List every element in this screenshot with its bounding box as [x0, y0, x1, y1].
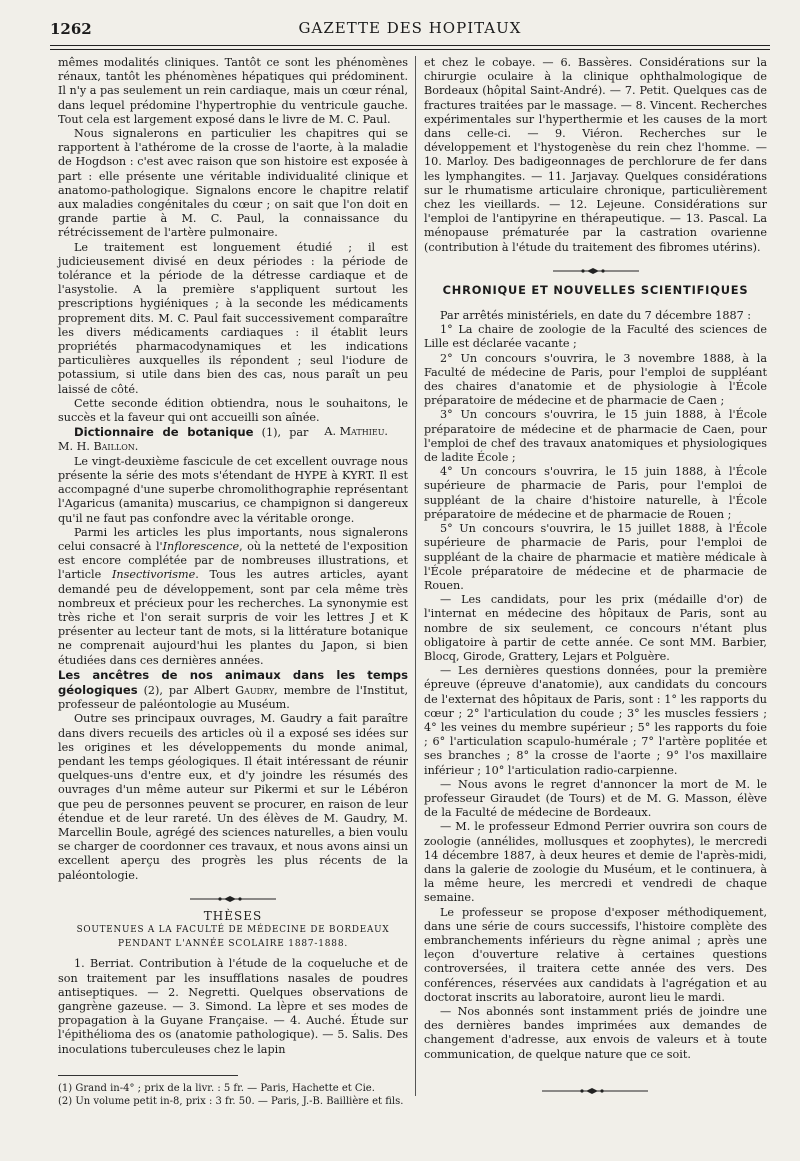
paragraph: — Nos abonnés sont instamment priés de joindre une des dernières bandes imprimées aux demandes de changement d'adresse, aux envois de valeurs et à toute communication, de quelque nature que ce soit. [424, 1005, 767, 1061]
paragraph: 1° La chaire de zoologie de la Faculté des sciences de Lille est déclarée vacante ; [424, 323, 767, 351]
signature: A. Mathieu. [324, 425, 388, 439]
paragraph: 5° Un concours s'ouvrira, le 15 juillet 1888, à l'École supérieure de pharmacie de Paris, pour l'emploi de suppléant de la chaire de pharmacie et matière médicale à l'École préparatoire de médecine et de pharmacie de Rouen. [424, 522, 767, 592]
theses-subtitle: SOUTENUES A LA FACULTÉ DE MÉDECINE DE BORDEAUX [76, 924, 390, 935]
footnote: (2) Un volume petit in-8, prix : 3 fr. 50. — Paris, J.-B. Baillière et fils. [58, 1096, 404, 1107]
paragraph: — Les dernières questions données, pour la première épreuve (épreuve d'anatomie), aux candidats du concours de l'externat des hôpitaux de Paris, sont : 1° les rapports du cœur ; 2° l'articulation du coude ; 3° les muscles fessiers ; 4° les veines du membre supérieur ; 5° les rapports du foie ; 6° l'articulation scapulo-humérale ; 7° l'artère poplitée et ses branches ; 8° la crosse de l'aorte ; 9° l'os maxillaire inférieur ; 10° l'articulation radio-carpienne. [424, 664, 767, 777]
paragraph: 3° Un concours s'ouvrira, le 15 juin 1888, à l'École préparatoire de médecine et de pharmacie de Caen, pour l'emploi de chef des travaux anatomiques et physiologiques de ladite École ; [424, 408, 767, 465]
left-column [58, 56, 408, 1057]
ornament-icon [188, 895, 278, 903]
ornament-divider [58, 893, 408, 901]
footnote-rule [58, 1075, 238, 1076]
paragraph: Le vingt-deuxième fascicule de cet excellent ouvrage nous présente la série des mots s'étendant de HYPE à KYRT. Il est accompagné d'une superbe chromolithographie représentant l'Agaricus (amanita) muscarius, ce champignon si dangereux qu'il ne faut pas confondre avec la véritable oronge. [58, 454, 408, 525]
review-heading [58, 668, 408, 713]
paragraph: — Nous avons le regret d'annoncer la mort de M. le professeur Giraudet (de Tours) et de M. G. Masson, élève de la Faculté de médecine de Bordeaux. [424, 777, 767, 820]
text: Parmi les articles les plus importants, nous signalerons celui consacré à l' [58, 525, 408, 553]
paragraph-text: Cette seconde édition obtiendra, nous le souhaitons, le succès et la faveur qui ont accueilli son aînée. [58, 396, 408, 425]
header-rule [50, 45, 770, 46]
page-number: 1262 [50, 20, 92, 38]
italic-term: Insectivorisme [111, 568, 196, 582]
footnote: (1) Grand in-4° ; prix de la livr. : 5 fr. — Paris, Hachette et Cie. [58, 1083, 375, 1094]
paragraph: Le professeur se propose d'exposer méthodiquement, dans une série de cours successifs, l'histoire complète des embranchements inférieurs du règne animal ; après une leçon d'ouverture relative à certaines questions controversées, il traitera cette année des vers. Des conférences, réservées aux candidats à l'agrégation et au doctorat inscrits au laboratoire, auront lieu le mardi. [424, 905, 767, 1004]
theses-list-continued: et chez le cobaye. — 6. Bassères. Considérations sur la chirurgie oculaire à la clinique ophthalmologique de Bordeaux (hôpital Saint-André). — 7. Petit. Quelques cas de fractures traitées par le massage. — 8. Vincent. Recherches expérimentales sur l'hyperthermie et les causes de la mort dans celle-ci. — 9. Viéron. Recherches sur le développement et l'hystogenèse du rein chez l'homme. — 10. Marloy. Des badigeonnages de perchlorure de fer dans les lymphangites. — 11. Jarjavay. Quelques considérations sur le rhumatisme articulaire chronique, particulièrement chez les vieillards. — 12. Lejeune. Considérations sur l'emploi de l'antipyrine en thérapeutique. — 13. Pascal. La ménopause prématurée par la castration ovarienne (contribution à l'étude du traitement des fibromes utérins). [424, 56, 767, 254]
section-title: Les ancêtres de nos animaux dans les temps géologiques [58, 667, 408, 697]
footnotes [58, 1082, 408, 1108]
paragraph: Par arrêtés ministériels, en date du 7 décembre 1887 : [440, 309, 752, 323]
paragraph: — M. le professeur Edmond Perrier ouvrira son cours de zoologie (annélides, mollusques et zoophytes), le mercredi 14 décembre 1887, à deux heures et demie de l'après-midi, dans la galerie de zoologie du Muséum, et le continuera, à la même heure, les mercredi et vendredi de chaque semaine. [424, 820, 767, 905]
page-header [50, 16, 770, 40]
column-divider [415, 56, 416, 1096]
paragraph: Nous signalerons en particulier les chapitres qui se rapportent à l'athérome de la crosse de l'aorte, à la maladie de Hogdson : c'est avec raison que son histoire est exposée à part : elle présente une véritable individualité clinique et anatomo-pathologique. Signalons encore le chapitre relatif aux maladies congénitales du cœur ; on sait que l'on doit en grande partie à M. C. Paul, la connaissance du rétrécissement de l'artère pulmonaire. [58, 127, 408, 240]
paragraph: 4° Un concours s'ouvrira, le 15 juin 1888, à l'École supérieure de pharmacie de Paris, pour l'emploi de suppléant de la chaire d'histoire naturelle, à l'École préparatoire de médecine et de pharmacie de Rouen ; [424, 465, 767, 521]
reference: (1), par M. H. [58, 426, 309, 454]
review-heading: Dictionnaire de botanique (1), par M. H. Baillon. [58, 425, 309, 454]
reference: (2), par Albert [137, 683, 236, 697]
section-title: Dictionnaire de botanique [74, 425, 254, 440]
theses-list: 1. Berriat. Contribution à l'étude de la coqueluche et de son traitement par les insufflations nasales de poudres antiseptiques. — 2. Negretti. Quelques observations de gangrène gazeuse. — 3. Simond. La lèpre et ses modes de propagation à la Guyane Française. — 4. Auché. Étude sur l'épithélioma des os (anatomie pathologique). — 5. Salis. Des inoculations tuberculeuses chez le lapin [58, 957, 408, 1056]
ornament-divider [424, 265, 767, 273]
italic-term: Inflorescence [162, 539, 240, 553]
paragraph: mêmes modalités cliniques. Tantôt ce sont les phénomènes rénaux, tantôt les phénomènes hépatiques qui prédominent. Il n'y a pas seulement un rein cardiaque, mais un cœur rénal, dans lequel prédomine l'hypertrophie du ventricule gauche. Tout cela est largement exposé dans le livre de M. C. Paul. [58, 56, 408, 126]
author: Baillon [93, 440, 135, 454]
paragraph: Le traitement est longuement étudié ; il est judicieusement divisé en deux périodes : la période de tolérance et la période de la détresse cardiaque et de l'asystolie. A la première s'appliquent surtout les prescriptions hygiéniques ; à la seconde les médicaments proprement dits. M. C. Paul fait successivement comparaître les divers médicaments cardiaques : il établit leurs propriétés pharmacodynamiques et les indications particulières auxquelles ils répondent ; seul l'iodure de potassium, si utile dans bien des cas, nous paraît un peu laissé de côté. [58, 240, 408, 396]
theses-subtitle: PENDANT L'ANNÉE SCOLAIRE 1887-1888. [117, 939, 349, 950]
text: , où la netteté de l'exposition est encore complétée par de nombreuses illustrations, et l'article [58, 539, 408, 582]
paragraph [58, 526, 408, 668]
reference: , membre de l'Institut, professeur de paléontologie au Muséum. [58, 683, 408, 712]
author: Gaudry [235, 683, 275, 697]
ornament-icon [551, 267, 641, 275]
chronique-title: CHRONIQUE ET NOUVELLES SCIENTIFIQUES [442, 282, 749, 297]
right-column [424, 56, 767, 1062]
journal-title: GAZETTE DES HOPITAUX [298, 19, 522, 37]
text: . Tous les autres articles, ayant demandé peu de développement, sont par cela même très nombreux et précieux pour les recherches. La synonymie est très riche et l'on serait surpris de voir les lettres J et K présenter au lecteur tant de mots, si la littérature botanique ne comprenait aujourd'hui les plantes du Japon, si bien étudiées dans ces dernières années. [58, 568, 408, 667]
paragraph: — Les candidats, pour les prix (médaille d'or) de l'internat en médecine des hôpitaux de Paris, sont au nombre de six seulement, ce concours n'étant plus obligatoire à partir de cette année. Ce sont MM. Barbier, Blocq, Girode, Grattery, Lejars et Polguère. [424, 593, 767, 663]
theses-title: THÈSES [203, 908, 263, 923]
header-rule-thin [50, 49, 770, 50]
paragraph: 2° Un concours s'ouvrira, le 3 novembre 1888, à la Faculté de médecine de Paris, pour l'emploi de suppléant des chaires d'anatomie et de physiologie à l'École préparatoire de médecine et de pharmacie de Caen ; [424, 351, 767, 408]
end-ornament [540, 1080, 650, 1099]
ornament-icon [540, 1087, 650, 1095]
paragraph: Outre ses principaux ouvrages, M. Gaudry a fait paraître dans divers recueils des articles où il a exposé ses idées sur les origines et les développements du monde animal, pendant les temps géologiques. Il était intéressant de réunir quelques-uns d'entre eux, et d'y joindre les résumés des ouvrages d'un même auteur sur Pikermi et sur le Lébéron que peu de personnes peuvent se procurer, en raison de leur étendue et de leur rareté. Un des élèves de M. Gaudry, M. Marcellin Boule, agrégé des sciences naturelles, a bien voulu se charger de coordonner ces travaux, et nous avons ainsi un excellent aperçu des progrès les plus récents de la paléontologie. [58, 712, 408, 882]
